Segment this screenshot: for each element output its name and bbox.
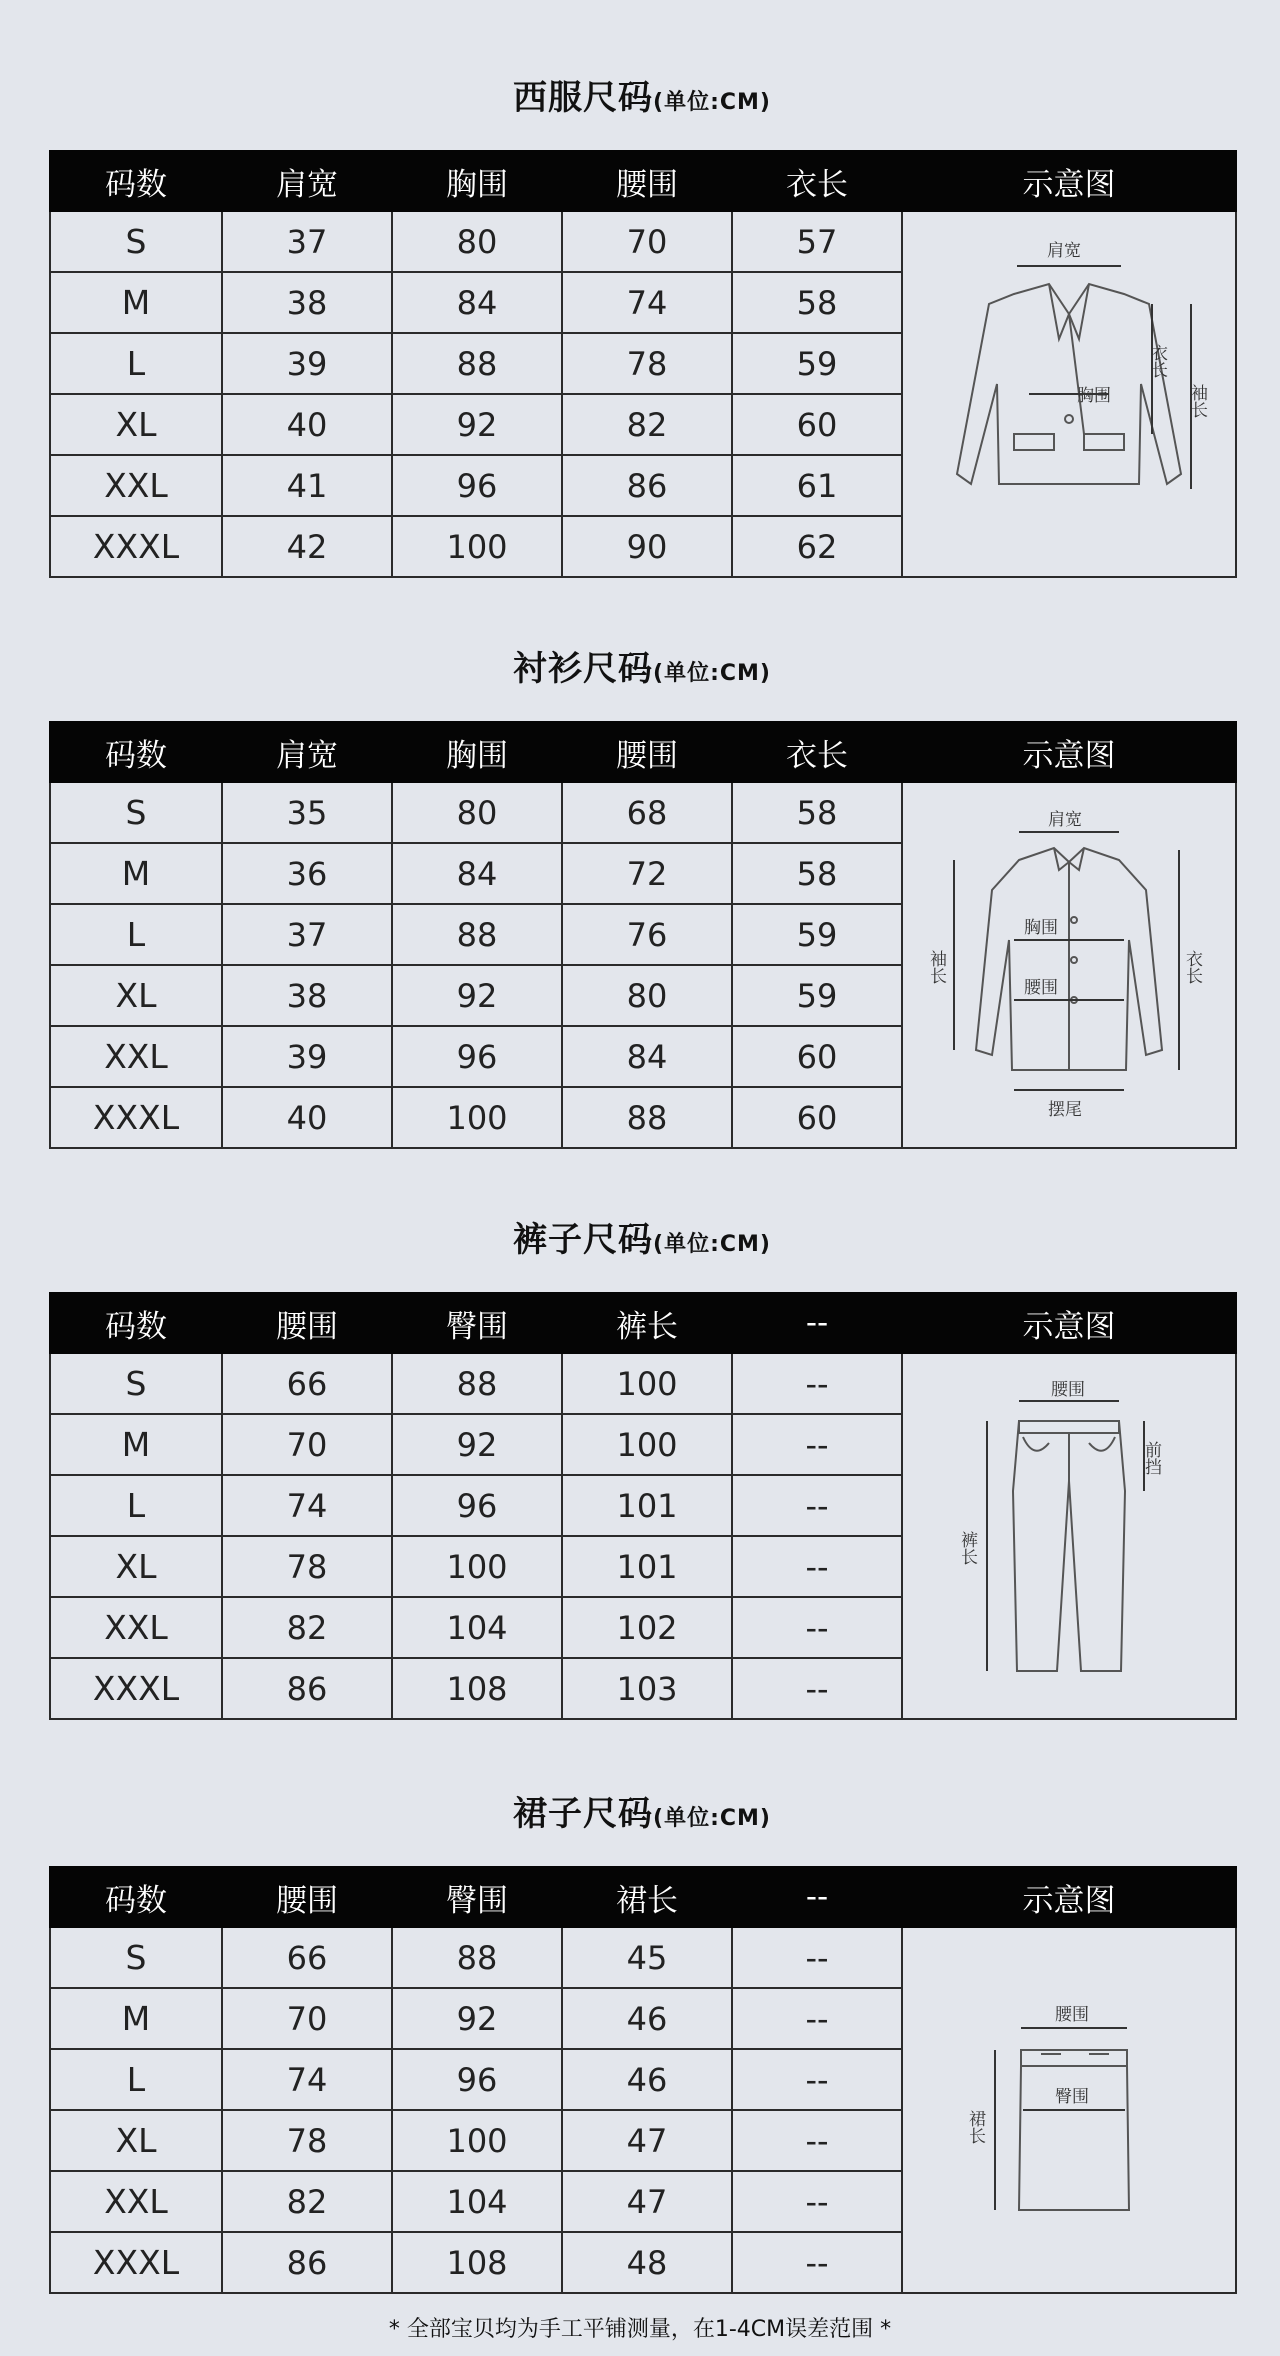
measurement-cell: 82 [562, 394, 732, 455]
measurement-cell: 88 [392, 333, 562, 394]
column-header: 肩宽 [222, 722, 392, 782]
column-header: 码数 [50, 1867, 222, 1927]
measurement-cell: -- [732, 1414, 902, 1475]
measurement-cell: 80 [392, 211, 562, 272]
measurement-cell: 103 [562, 1658, 732, 1719]
column-header: 码数 [50, 151, 222, 211]
measurement-cell: 35 [222, 782, 392, 843]
svg-text:腰围: 腰围 [1051, 1380, 1085, 1400]
measurement-cell: 86 [222, 1658, 392, 1719]
pants-diagram [902, 1353, 1236, 1719]
svg-text:腰围: 腰围 [1024, 978, 1058, 998]
pants-illustration [939, 1371, 1199, 1701]
svg-text:肩宽: 肩宽 [1048, 810, 1082, 830]
measurement-cell: 59 [732, 904, 902, 965]
measurement-cell: -- [732, 1927, 902, 1988]
svg-text:腰围: 腰围 [1055, 2005, 1089, 2025]
column-header: 衣长 [732, 722, 902, 782]
size-cell: XXXL [50, 1658, 222, 1719]
measurement-cell: 45 [562, 1927, 732, 1988]
svg-text:裙长: 裙长 [965, 2110, 985, 2144]
size-cell: L [50, 333, 222, 394]
measurement-cell: 74 [562, 272, 732, 333]
measurement-cell: 86 [562, 455, 732, 516]
size-table [49, 1292, 1237, 1720]
measurement-cell: 41 [222, 455, 392, 516]
measurement-cell: 57 [732, 211, 902, 272]
measurement-cell: 102 [562, 1597, 732, 1658]
measurement-cell: 92 [392, 394, 562, 455]
column-header: -- [732, 1867, 902, 1927]
measurement-cell: 96 [392, 2049, 562, 2110]
svg-text:裤长: 裤长 [957, 1531, 977, 1565]
size-cell: M [50, 1988, 222, 2049]
measurement-cell: 78 [222, 1536, 392, 1597]
size-cell: XL [50, 1536, 222, 1597]
size-cell: XL [50, 394, 222, 455]
measurement-cell: 100 [392, 2110, 562, 2171]
column-header: 衣长 [732, 151, 902, 211]
size-cell: XXL [50, 1597, 222, 1658]
svg-text:衣长: 衣长 [1182, 950, 1202, 984]
table-row [50, 1353, 1236, 1414]
size-cell: S [50, 211, 222, 272]
measurement-cell: 58 [732, 782, 902, 843]
measurement-cell: 60 [732, 1087, 902, 1148]
measurement-cell: 88 [392, 904, 562, 965]
measurement-cell: 72 [562, 843, 732, 904]
measurement-cell: 58 [732, 272, 902, 333]
measurement-cell: 37 [222, 904, 392, 965]
column-header: 腰围 [562, 151, 732, 211]
svg-text:臀围: 臀围 [1055, 2087, 1089, 2107]
column-header: 码数 [50, 722, 222, 782]
suit-jacket-illustration [919, 234, 1219, 554]
measurement-cell: 60 [732, 1026, 902, 1087]
column-header: 腰围 [562, 722, 732, 782]
size-table [49, 721, 1237, 1149]
size-cell: XXXL [50, 516, 222, 577]
measurement-cell: 84 [392, 272, 562, 333]
measurement-cell: 101 [562, 1475, 732, 1536]
size-table [49, 1866, 1237, 2294]
measurement-cell: 38 [222, 965, 392, 1026]
section-title: 裙子尺码(单位:CM) [513, 1794, 771, 1834]
measurement-cell: 66 [222, 1353, 392, 1414]
column-header: 胸围 [392, 722, 562, 782]
measurement-cell: -- [732, 2049, 902, 2110]
measurement-cell: -- [732, 1536, 902, 1597]
suit-diagram [902, 211, 1236, 577]
measurement-cell: 78 [562, 333, 732, 394]
size-cell: XXXL [50, 2232, 222, 2293]
size-cell: L [50, 1475, 222, 1536]
column-header-diagram: 示意图 [902, 1867, 1236, 1927]
measurement-cell: 40 [222, 1087, 392, 1148]
size-table [49, 150, 1237, 578]
table-row [50, 211, 1236, 272]
table-row [50, 782, 1236, 843]
measurement-cell: 84 [392, 843, 562, 904]
measurement-cell: -- [732, 1597, 902, 1658]
measurement-cell: 96 [392, 455, 562, 516]
measurement-cell: 61 [732, 455, 902, 516]
size-cell: S [50, 782, 222, 843]
measurement-cell: 80 [562, 965, 732, 1026]
measurement-cell: 68 [562, 782, 732, 843]
measurement-cell: 100 [392, 1536, 562, 1597]
measurement-cell: 92 [392, 1414, 562, 1475]
measurement-cell: 90 [562, 516, 732, 577]
section-title: 西服尺码(单位:CM) [513, 78, 771, 118]
measurement-cell: 78 [222, 2110, 392, 2171]
skirt-diagram [902, 1927, 1236, 2293]
table-header-row [50, 722, 1236, 782]
svg-text:胸围: 胸围 [1077, 386, 1111, 406]
size-cell: XXL [50, 1026, 222, 1087]
size-cell: XXXL [50, 1087, 222, 1148]
measurement-cell: 86 [222, 2232, 392, 2293]
svg-text:衣长: 衣长 [1147, 344, 1167, 378]
size-cell: L [50, 2049, 222, 2110]
measurement-cell: 37 [222, 211, 392, 272]
table-row [50, 1927, 1236, 1988]
column-header: 裙长 [562, 1867, 732, 1927]
measurement-cell: 40 [222, 394, 392, 455]
section-title: 裤子尺码(单位:CM) [513, 1220, 771, 1260]
measurement-cell: 36 [222, 843, 392, 904]
skirt-illustration [949, 1990, 1189, 2230]
size-cell: S [50, 1353, 222, 1414]
measurement-cell: 92 [392, 1988, 562, 2049]
size-cell: L [50, 904, 222, 965]
measurement-cell: 47 [562, 2110, 732, 2171]
size-cell: M [50, 1414, 222, 1475]
column-header: 肩宽 [222, 151, 392, 211]
measurement-cell: 100 [392, 1087, 562, 1148]
measurement-cell: 92 [392, 965, 562, 1026]
measurement-cell: 70 [222, 1988, 392, 2049]
measurement-cell: 46 [562, 2049, 732, 2110]
size-cell: S [50, 1927, 222, 1988]
table-header-row [50, 1867, 1236, 1927]
measurement-cell: 38 [222, 272, 392, 333]
size-cell: M [50, 272, 222, 333]
measurement-cell: 80 [392, 782, 562, 843]
column-header: -- [732, 1293, 902, 1353]
measurement-cell: 58 [732, 843, 902, 904]
measurement-cell: 88 [392, 1353, 562, 1414]
section-title: 衬衫尺码(单位:CM) [513, 649, 771, 689]
measurement-cell: 70 [562, 211, 732, 272]
table-header-row [50, 1293, 1236, 1353]
measurement-cell: 59 [732, 333, 902, 394]
measurement-cell: 46 [562, 1988, 732, 2049]
measurement-cell: -- [732, 2110, 902, 2171]
measurement-cell: 104 [392, 1597, 562, 1658]
shirt-diagram [902, 782, 1236, 1148]
size-cell: XL [50, 965, 222, 1026]
measurement-cell: 82 [222, 1597, 392, 1658]
measurement-cell: 66 [222, 1927, 392, 1988]
measurement-cell: 39 [222, 1026, 392, 1087]
measurement-cell: 42 [222, 516, 392, 577]
column-header: 胸围 [392, 151, 562, 211]
column-header-diagram: 示意图 [902, 1293, 1236, 1353]
measurement-cell: -- [732, 2171, 902, 2232]
shirt-illustration [914, 800, 1224, 1130]
measurement-cell: 100 [392, 516, 562, 577]
column-header-diagram: 示意图 [902, 151, 1236, 211]
column-header: 臀围 [392, 1867, 562, 1927]
measurement-cell: 82 [222, 2171, 392, 2232]
svg-text:胸围: 胸围 [1024, 918, 1058, 938]
measurement-cell: 108 [392, 1658, 562, 1719]
column-header-diagram: 示意图 [902, 722, 1236, 782]
size-cell: M [50, 843, 222, 904]
measurement-cell: -- [732, 1475, 902, 1536]
measurement-cell: 104 [392, 2171, 562, 2232]
measurement-cell: 48 [562, 2232, 732, 2293]
column-header: 腰围 [222, 1293, 392, 1353]
column-header: 裤长 [562, 1293, 732, 1353]
measurement-cell: -- [732, 1353, 902, 1414]
footer-note: * 全部宝贝均为手工平铺测量，在1-4CM误差范围 * [388, 2317, 892, 2342]
svg-text:前挡: 前挡 [1141, 1441, 1161, 1475]
measurement-cell: 47 [562, 2171, 732, 2232]
svg-text:袖长: 袖长 [926, 950, 946, 984]
column-header: 码数 [50, 1293, 222, 1353]
svg-text:肩宽: 肩宽 [1047, 241, 1081, 261]
measurement-cell: 76 [562, 904, 732, 965]
measurement-cell: 59 [732, 965, 902, 1026]
size-cell: XXL [50, 2171, 222, 2232]
measurement-cell: 60 [732, 394, 902, 455]
measurement-cell: 74 [222, 2049, 392, 2110]
column-header: 臀围 [392, 1293, 562, 1353]
table-header-row [50, 151, 1236, 211]
measurement-cell: 96 [392, 1475, 562, 1536]
measurement-cell: 96 [392, 1026, 562, 1087]
measurement-cell: -- [732, 1658, 902, 1719]
svg-text:摆尾: 摆尾 [1048, 1100, 1082, 1120]
measurement-cell: 39 [222, 333, 392, 394]
measurement-cell: 100 [562, 1414, 732, 1475]
size-cell: XXL [50, 455, 222, 516]
measurement-cell: 108 [392, 2232, 562, 2293]
measurement-cell: 100 [562, 1353, 732, 1414]
measurement-cell: 88 [562, 1087, 732, 1148]
column-header: 腰围 [222, 1867, 392, 1927]
measurement-cell: 62 [732, 516, 902, 577]
measurement-cell: 101 [562, 1536, 732, 1597]
size-cell: XL [50, 2110, 222, 2171]
measurement-cell: 74 [222, 1475, 392, 1536]
measurement-cell: -- [732, 2232, 902, 2293]
svg-text:袖长: 袖长 [1187, 384, 1207, 418]
measurement-cell: 70 [222, 1414, 392, 1475]
measurement-cell: 84 [562, 1026, 732, 1087]
measurement-cell: -- [732, 1988, 902, 2049]
measurement-cell: 88 [392, 1927, 562, 1988]
